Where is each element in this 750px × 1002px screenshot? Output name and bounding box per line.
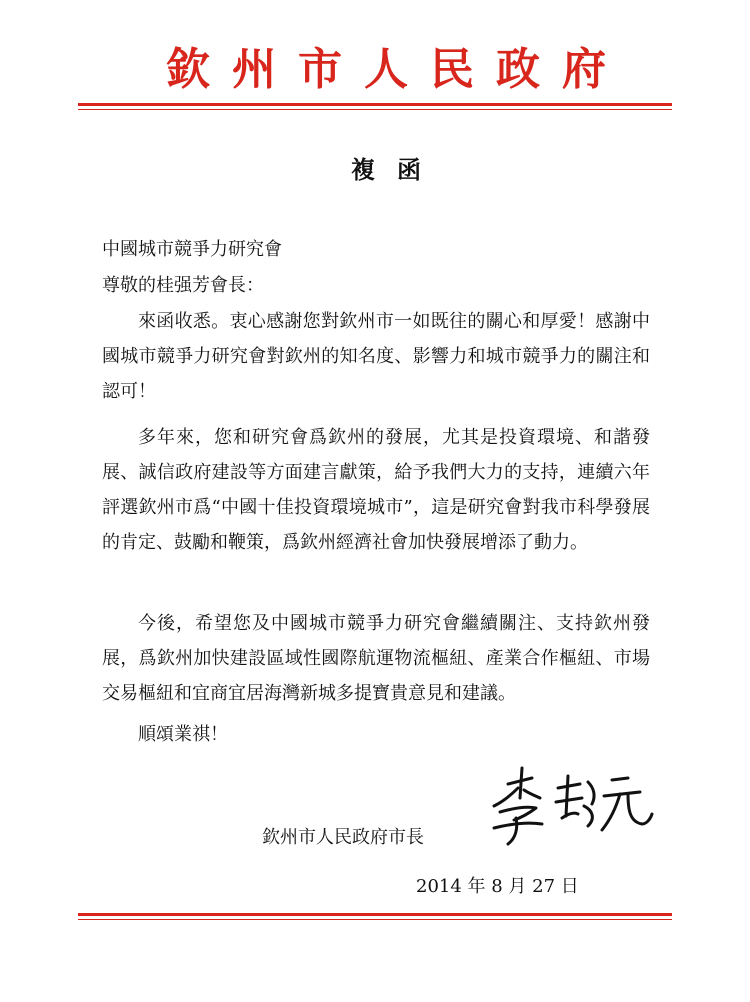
- footer-rule-thin: [78, 919, 672, 920]
- letterhead-rule-thin: [78, 109, 672, 110]
- document-title: 複函: [351, 155, 443, 184]
- handwritten-signature: [470, 762, 660, 852]
- date: 2014 年 8 月 27 日: [416, 876, 579, 897]
- closing: 順頌業祺！: [138, 724, 228, 745]
- paragraph-1: 來函收悉。衷心感謝您對欽州市一如既往的關心和厚愛！感謝中國城市競爭力研究會對欽州的知名度、影響力和城市競爭力的關注和認可！: [102, 311, 650, 402]
- salutation: 尊敬的桂强芳會長：: [102, 275, 264, 296]
- footer-rule-thick: [78, 913, 672, 916]
- paragraph-3: 今後，希望您及中國城市競爭力研究會繼續關注、支持欽州發展，爲欽州加快建設區域性國際航運物流樞紐、產業合作樞紐、市場交易樞紐和宜商宜居海灣新城多提寶貴意見和建議。: [102, 613, 650, 704]
- letterhead-title: 欽州市人民政府: [166, 44, 628, 95]
- letterhead-rule-thick: [78, 103, 672, 106]
- paragraph-2: 多年來，您和研究會爲欽州的發展，尤其是投資環境、和諧發展、誠信政府建設等方面建言獻策，給予我們大力的支持，連續六年評選欽州市爲“中國十佳投資環境城市”，這是研究會對我市科學發展的肯定、鼓勵和鞭策，爲欽州經濟社會加快發展增添了動力。: [102, 427, 650, 553]
- recipient: 中國城市競爭力研究會: [102, 239, 282, 260]
- signer-title: 欽州市人民政府市長: [262, 827, 424, 848]
